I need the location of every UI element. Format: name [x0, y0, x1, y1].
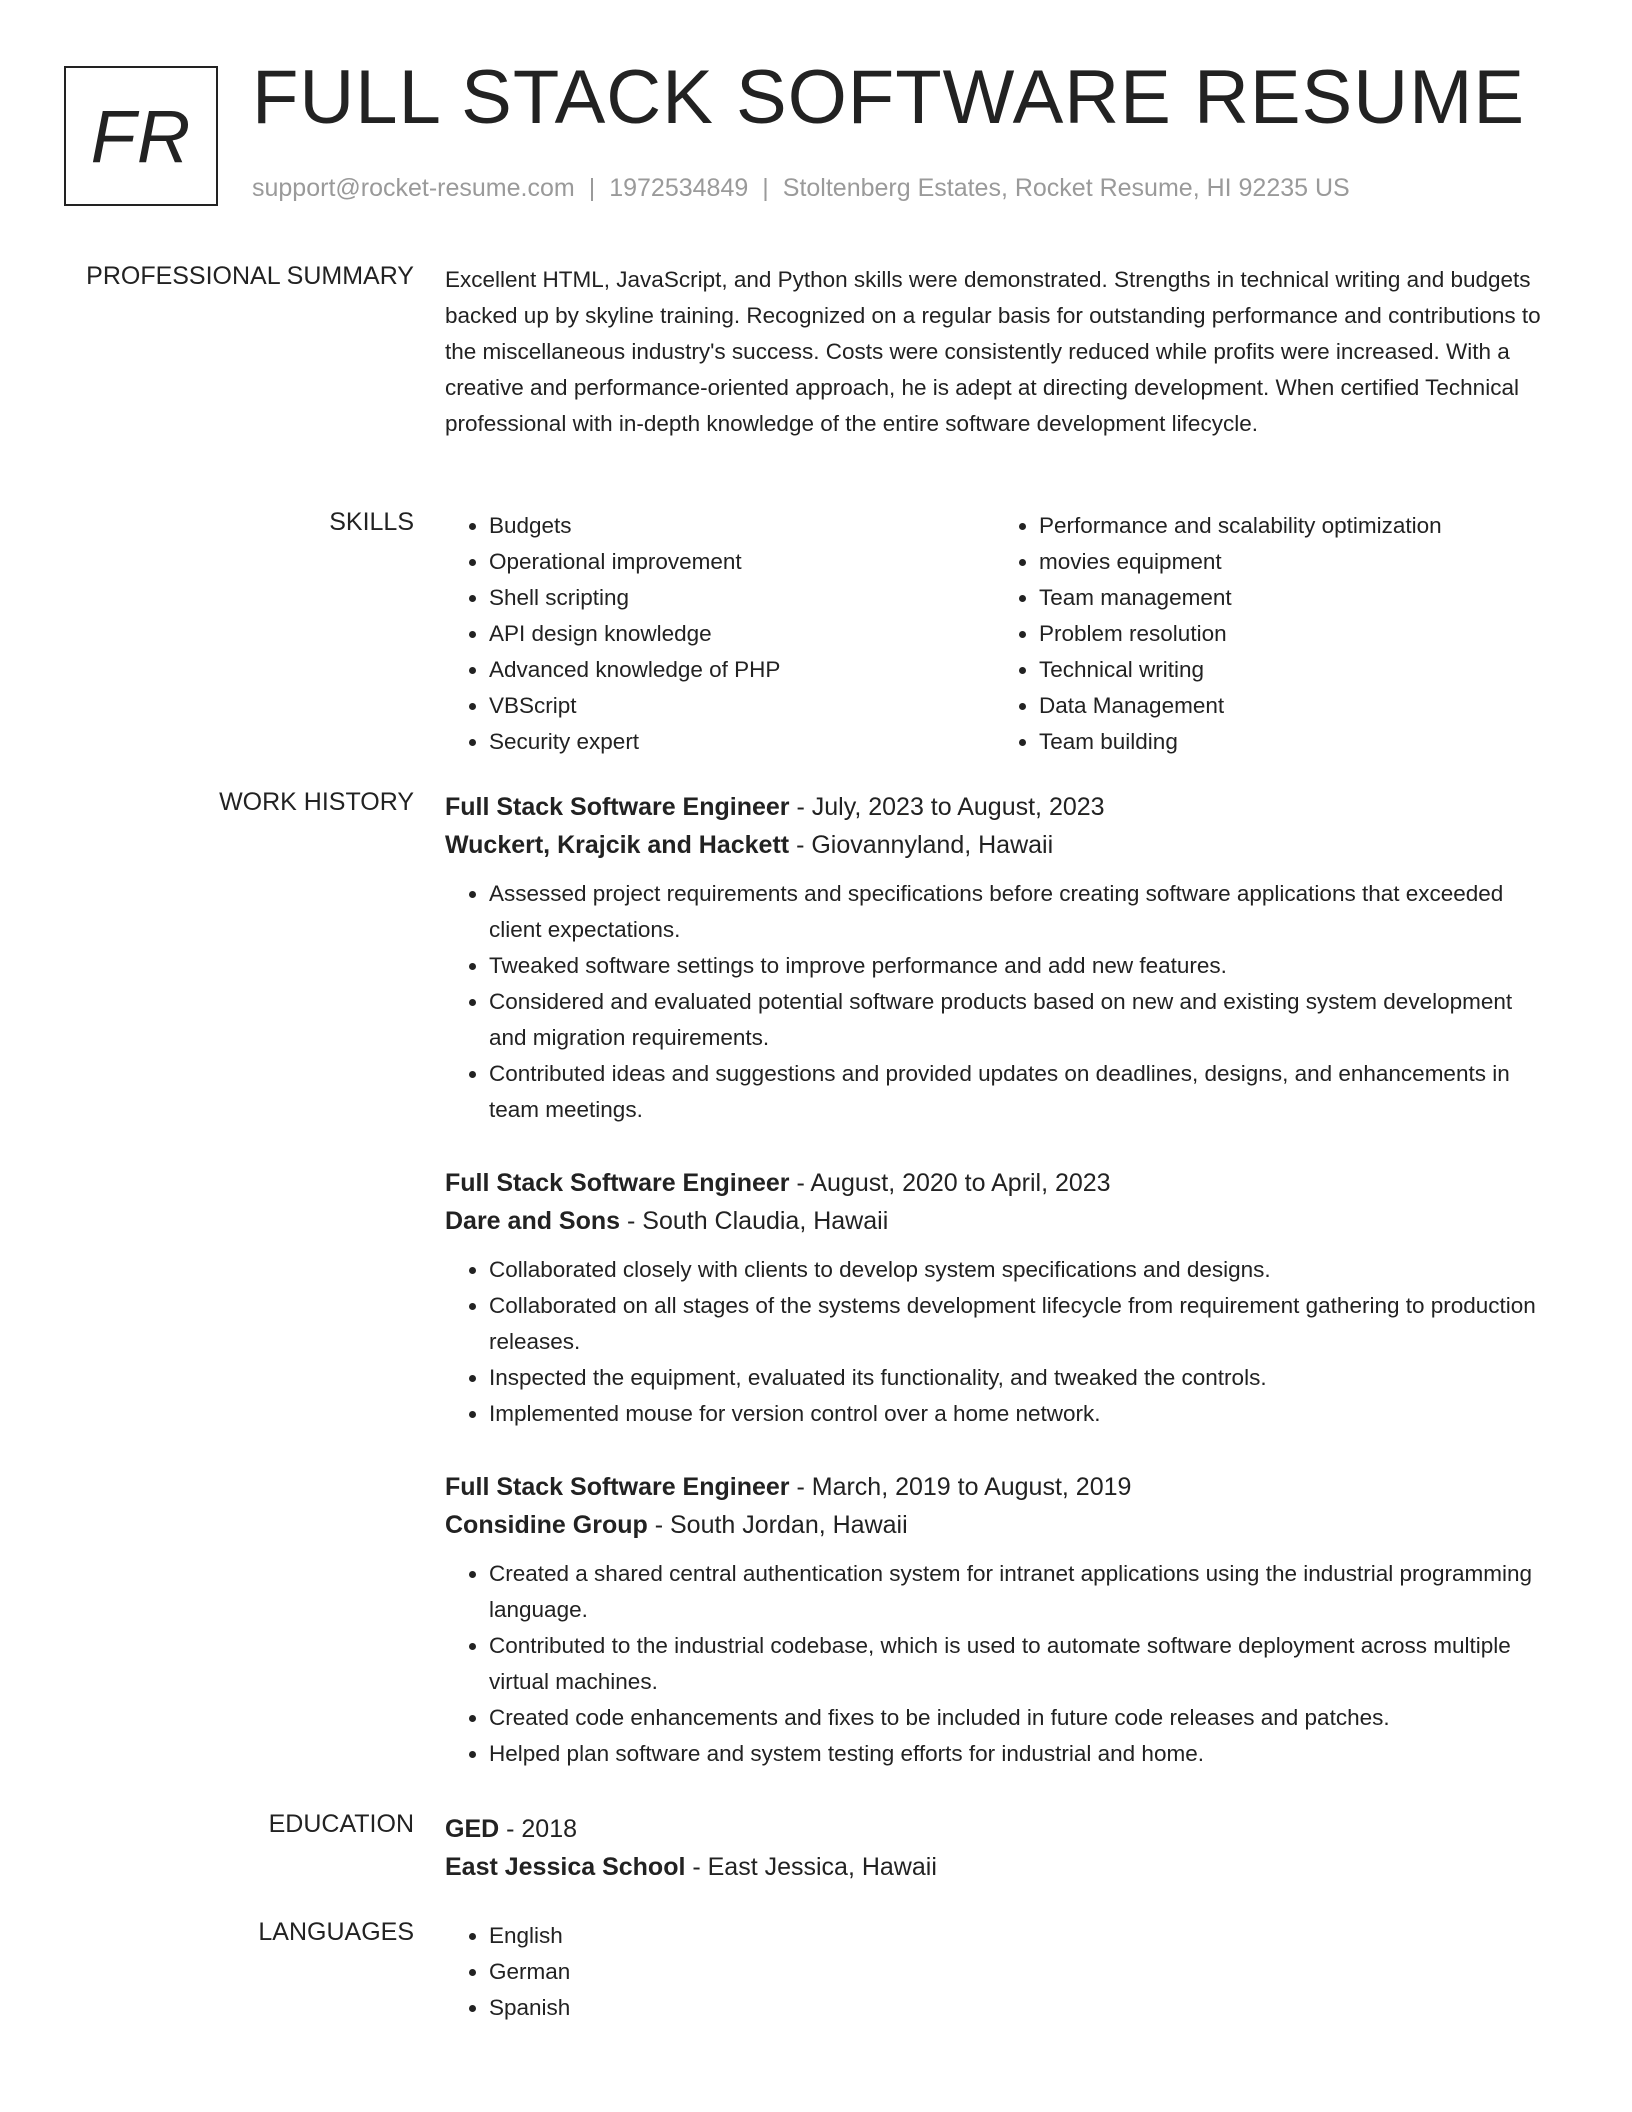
job-bullet: • Helped plan software and system testing efforts for industrial and home.	[489, 1736, 1545, 1772]
job-title-line	[445, 1468, 1545, 1506]
monogram-box	[64, 66, 218, 206]
skills-list-left	[445, 508, 995, 760]
language-item: • German	[489, 1954, 1545, 1990]
job-dates: - August, 2020 to April, 2023	[789, 1169, 1111, 1197]
job-entry	[445, 1164, 1545, 1432]
job-bullet-list	[445, 1252, 1545, 1432]
job-dates: - March, 2019 to August, 2019	[789, 1473, 1132, 1501]
job-bullet: • Tweaked software settings to improve performance and add new features.	[489, 948, 1545, 984]
skill-item: • Data Management	[1039, 688, 1545, 724]
language-item: • Spanish	[489, 1990, 1545, 2026]
contact-line	[252, 174, 1350, 203]
job-company-line	[445, 1506, 1545, 1544]
language-item: • English	[489, 1918, 1545, 1954]
job-bullet: • Collaborated closely with clients to develop system specifications and designs.	[489, 1252, 1545, 1288]
job-bullet: • Created code enhancements and fixes to be included in future code releases and patches.	[489, 1700, 1545, 1736]
job-bullet: • Contributed to the industrial codebase, which is used to automate software deployment across multiple virtual machines.	[489, 1628, 1545, 1700]
job-bullet-list	[445, 876, 1545, 1128]
job-company: Wuckert, Krajcik and Hackett	[445, 831, 790, 859]
skill-item: • Technical writing	[1039, 652, 1545, 688]
job-bullet-list	[445, 1556, 1545, 1772]
resume-title: FULL STACK SOFTWARE RESUME	[252, 55, 1526, 140]
contact-phone[interactable]: 1972534849	[609, 174, 749, 202]
education-heading: EDUCATION	[268, 1810, 414, 1838]
job-bullet: • Contributed ideas and suggestions and provided updates on deadlines, designs, and enhancements in team meetings.	[489, 1056, 1545, 1128]
skill-item: • Budgets	[489, 508, 995, 544]
summary-heading: PROFESSIONAL SUMMARY	[86, 262, 414, 290]
job-company: Considine Group	[445, 1511, 648, 1539]
job-location: - South Jordan, Hawaii	[647, 1511, 908, 1539]
job-entry	[445, 788, 1545, 1128]
skill-item: • Team management	[1039, 580, 1545, 616]
job-role: Full Stack Software Engineer	[445, 793, 790, 821]
education-school: East Jessica School	[445, 1853, 686, 1881]
job-bullet: • Assessed project requirements and specifications before creating software applications that exceeded client expectations.	[489, 876, 1545, 948]
contact-separator: |	[588, 174, 596, 202]
skill-item: • Problem resolution	[1039, 616, 1545, 652]
job-role: Full Stack Software Engineer	[445, 1473, 790, 1501]
job-title-line	[445, 788, 1545, 826]
job-entry	[445, 1468, 1545, 1772]
skill-item: • Team building	[1039, 724, 1545, 760]
skill-item: • Performance and scalability optimization	[1039, 508, 1545, 544]
job-bullet: • Inspected the equipment, evaluated its functionality, and tweaked the controls.	[489, 1360, 1545, 1396]
job-bullet: • Created a shared central authentication system for intranet applications using the industrial programming language.	[489, 1556, 1545, 1628]
skill-item: • Advanced knowledge of PHP	[489, 652, 995, 688]
skill-item: • Operational improvement	[489, 544, 995, 580]
job-dates: - July, 2023 to August, 2023	[789, 793, 1105, 821]
skills-heading: SKILLS	[329, 508, 414, 536]
job-company-line	[445, 826, 1545, 864]
skills-list-right	[995, 508, 1545, 760]
skill-item: • Security expert	[489, 724, 995, 760]
contact-separator: |	[762, 174, 769, 202]
job-location: - South Claudia, Hawaii	[620, 1207, 889, 1235]
skill-item: • VBScript	[489, 688, 995, 724]
job-company: Dare and Sons	[445, 1207, 621, 1235]
work-heading: WORK HISTORY	[219, 788, 414, 816]
education-location: - East Jessica, Hawaii	[685, 1853, 937, 1881]
skill-item: • movies equipment	[1039, 544, 1545, 580]
job-bullet: • Collaborated on all stages of the systems development lifecycle from requirement gathering to production releases.	[489, 1288, 1545, 1360]
education-year: - 2018	[499, 1815, 578, 1843]
contact-address: Stoltenberg Estates, Rocket Resume, HI 92235 US	[782, 174, 1350, 202]
job-title-line	[445, 1164, 1545, 1202]
job-company-line	[445, 1202, 1545, 1240]
job-location: - Giovannyland, Hawaii	[789, 831, 1054, 859]
job-role: Full Stack Software Engineer	[445, 1169, 790, 1197]
skill-item: • Shell scripting	[489, 580, 995, 616]
languages-heading: LANGUAGES	[258, 1918, 414, 1946]
education-degree-line	[445, 1810, 1545, 1848]
summary-text: Excellent HTML, JavaScript, and Python skills were demonstrated. Strengths in technical writing and budgets backed up by skyline training. Recognized on a regular basis for outstanding performance and contributions to the miscellaneous industry's success. Costs were consistently reduced while profits were increased. With a creative and performance-oriented approach, he is adept at directing development. When certified Technical professional with in-depth knowledge of the entire software development lifecycle.	[445, 267, 1541, 436]
job-bullet: • Implemented mouse for version control over a home network.	[489, 1396, 1545, 1432]
skill-item: • API design knowledge	[489, 616, 995, 652]
languages-list	[445, 1918, 1545, 2026]
monogram-initials: FR	[90, 94, 192, 178]
job-bullet: • Considered and evaluated potential software products based on new and existing system development and migration requirements.	[489, 984, 1545, 1056]
contact-email[interactable]: support@rocket-resume.com	[252, 174, 575, 202]
education-school-line	[445, 1848, 1545, 1886]
education-degree: GED	[445, 1815, 500, 1843]
